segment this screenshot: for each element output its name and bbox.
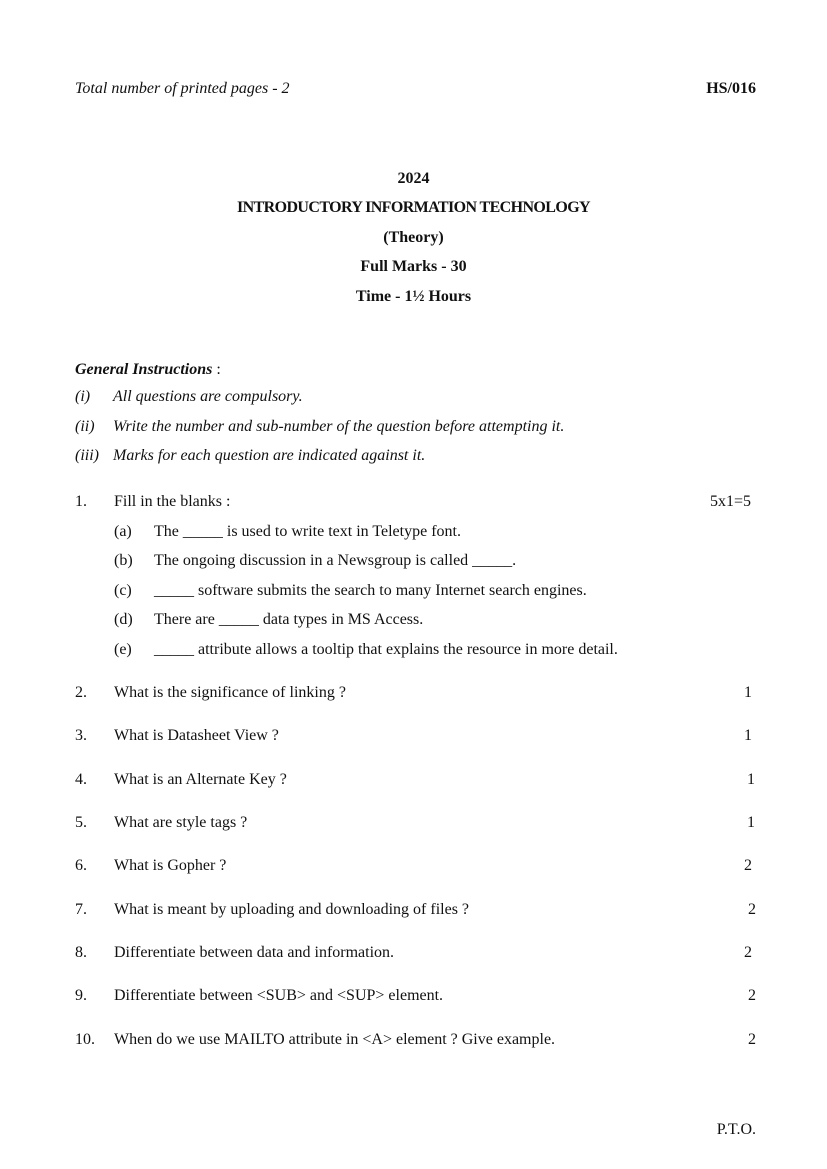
instruction-text: Write the number and sub-number of the question before attempting it. bbox=[113, 418, 565, 435]
instructions-title: General Instructions bbox=[75, 361, 213, 378]
question-text: Differentiate between data and information. bbox=[114, 944, 395, 961]
sub-question-label: (e) bbox=[114, 641, 132, 658]
paper-code: HS/016 bbox=[706, 80, 756, 97]
subject-title: INTRODUCTORY INFORMATION TECHNOLOGY bbox=[237, 199, 590, 216]
question-marks: 2 bbox=[744, 857, 752, 874]
question-number: 3. bbox=[75, 727, 87, 744]
question-marks: 1 bbox=[747, 814, 755, 831]
question-text: What are style tags ? bbox=[114, 814, 248, 831]
question-marks: 2 bbox=[748, 1031, 756, 1048]
question-number: 4. bbox=[75, 771, 87, 788]
question-text: Fill in the blanks : bbox=[114, 493, 231, 510]
sub-question-label: (c) bbox=[114, 582, 132, 599]
question-marks: 5x1=5 bbox=[709, 493, 751, 510]
question-marks: 2 bbox=[748, 987, 756, 1004]
sub-question-text: _____ software submits the search to many Internet search engines. bbox=[154, 582, 587, 599]
question-number: 10. bbox=[75, 1031, 95, 1048]
question-marks: 2 bbox=[744, 944, 752, 961]
question-text: What is meant by uploading and downloading of files ? bbox=[114, 901, 470, 918]
instructions-colon: : bbox=[212, 361, 221, 378]
question-marks: 1 bbox=[747, 771, 755, 788]
question-text: When do we use MAILTO attribute in <A> element ? Give example. bbox=[114, 1031, 556, 1048]
time-allowed: Time - 1½ Hours bbox=[355, 288, 472, 305]
question-number: 8. bbox=[75, 944, 87, 961]
full-marks: Full Marks - 30 bbox=[360, 258, 467, 275]
sub-question-label: (b) bbox=[114, 552, 133, 569]
question-text: What is Gopher ? bbox=[114, 857, 227, 874]
instruction-item bbox=[75, 388, 303, 406]
sub-question-text: _____ attribute allows a tooltip that explains the resource in more detail. bbox=[154, 641, 618, 658]
instruction-item bbox=[75, 447, 425, 465]
sub-question-label: (d) bbox=[114, 611, 133, 628]
question-text: What is the significance of linking ? bbox=[114, 684, 346, 701]
question-marks: 2 bbox=[748, 901, 756, 918]
question-number: 1. bbox=[75, 493, 87, 510]
sub-question-text: The ongoing discussion in a Newsgroup is called _____. bbox=[154, 552, 517, 569]
instructions-heading bbox=[75, 361, 221, 379]
instruction-number: (iii) bbox=[75, 447, 99, 464]
sub-question-text: There are _____ data types in MS Access. bbox=[154, 611, 424, 628]
instruction-text: All questions are compulsory. bbox=[113, 388, 303, 405]
instruction-text: Marks for each question are indicated against it. bbox=[113, 447, 426, 464]
question-number: 5. bbox=[75, 814, 87, 831]
question-marks: 1 bbox=[744, 684, 752, 701]
exam-year: 2024 bbox=[397, 170, 430, 187]
instruction-item bbox=[75, 418, 564, 436]
sub-question-text: The _____ is used to write text in Teletype font. bbox=[154, 523, 461, 540]
question-text: What is an Alternate Key ? bbox=[114, 771, 287, 788]
pto-note: P.T.O. bbox=[716, 1121, 756, 1138]
instruction-number: (i) bbox=[75, 388, 91, 405]
question-number: 6. bbox=[75, 857, 87, 874]
paper-type: (Theory) bbox=[383, 229, 444, 246]
question-marks: 1 bbox=[744, 727, 752, 744]
question-number: 7. bbox=[75, 901, 87, 918]
printed-pages-note: Total number of printed pages - 2 bbox=[75, 80, 290, 97]
instruction-number: (ii) bbox=[75, 418, 95, 435]
question-text: What is Datasheet View ? bbox=[114, 727, 279, 744]
question-text: Differentiate between <SUB> and <SUP> element. bbox=[114, 987, 444, 1004]
question-number: 2. bbox=[75, 684, 87, 701]
question-number: 9. bbox=[75, 987, 87, 1004]
sub-question-label: (a) bbox=[114, 523, 132, 540]
